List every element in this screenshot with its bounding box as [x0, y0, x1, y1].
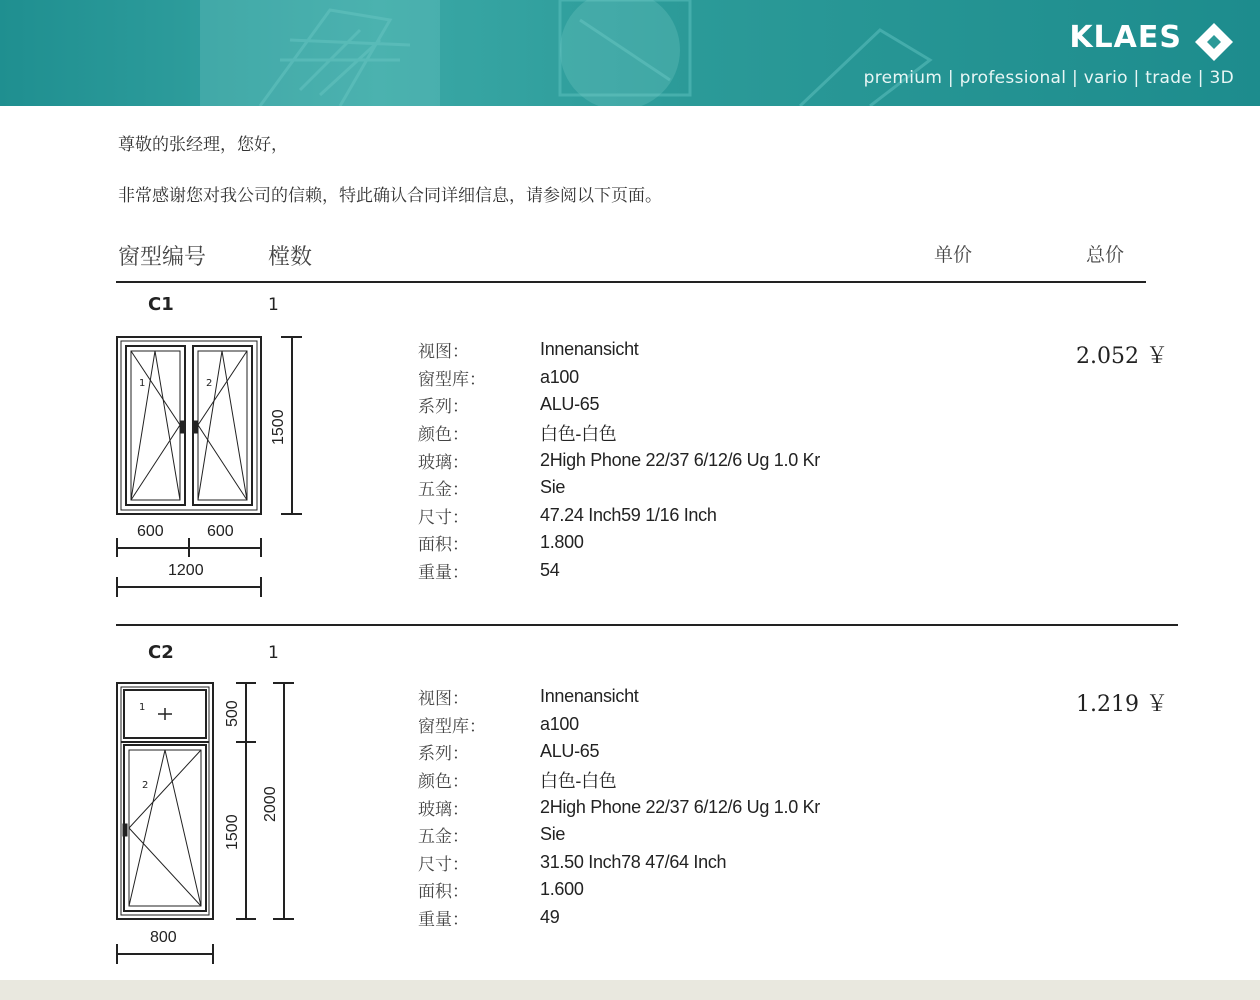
spec-label: 尺寸：	[418, 854, 469, 875]
spec-row	[418, 711, 820, 739]
intro-text: 非常感谢您对我公司的信赖，特此确认合同详细信息，请参阅以下页面。	[118, 186, 662, 206]
brand-logo-text: KLAES	[1069, 20, 1182, 55]
spec-value: ALU-65	[540, 394, 600, 415]
spec-value: 1.800	[540, 532, 584, 553]
dimension-label: 800	[150, 929, 177, 946]
dimension-label: 1500	[224, 814, 241, 850]
window-qty: 1	[268, 643, 279, 663]
spec-label: 面积：	[418, 535, 469, 556]
spec-row	[418, 683, 820, 711]
window-code: C1	[148, 294, 174, 315]
spec-value: 31.50 Inch78 47/64 Inch	[540, 851, 727, 872]
spec-value: 2High Phone 22/37 6/12/6 Ug 1.0 Kr	[540, 449, 821, 470]
diamond-logo-icon	[1194, 22, 1234, 62]
greeting-text: 尊敬的张经理，您好，	[118, 135, 288, 155]
spec-label: 颜色：	[418, 425, 469, 446]
price-total: 2.052 ￥	[1076, 344, 1168, 369]
spec-value: Sie	[540, 824, 566, 845]
spec-label: 颜色：	[418, 772, 469, 793]
spec-label: 面积：	[418, 882, 469, 903]
sash-label: 1	[139, 702, 146, 713]
spec-label: 系列：	[418, 744, 469, 765]
spec-row	[418, 766, 820, 794]
column-header-code: 窗型编号	[118, 245, 207, 270]
dimension-label: 2000	[262, 786, 279, 822]
spec-label: 窗型库：	[418, 716, 486, 737]
spec-label: 玻璃：	[418, 799, 469, 820]
spec-row	[418, 738, 820, 766]
spec-label: 玻璃：	[418, 452, 469, 473]
spec-value: 2High Phone 22/37 6/12/6 Ug 1.0 Kr	[540, 796, 821, 817]
sash-label: 2	[206, 378, 213, 389]
spec-label: 重量：	[418, 910, 469, 931]
spec-value: 白色-白色	[540, 423, 617, 444]
spec-label: 视图：	[418, 689, 469, 710]
spec-row	[418, 904, 820, 932]
spec-value: 47.24 Inch59 1/16 Inch	[540, 504, 717, 525]
spec-value: ALU-65	[540, 741, 600, 762]
spec-value: Sie	[540, 477, 566, 498]
dimension-label: 600	[207, 523, 234, 540]
spec-value: Innenansicht	[540, 686, 639, 707]
spec-row	[418, 557, 820, 585]
spec-label: 系列：	[418, 397, 469, 418]
column-header-total: 总价	[1086, 244, 1125, 266]
spec-row	[418, 391, 820, 419]
spec-row	[418, 502, 820, 530]
spec-label: 尺寸：	[418, 507, 469, 528]
spec-value: Innenansicht	[540, 339, 639, 360]
spec-label: 窗型库：	[418, 369, 486, 390]
brand-tagline: premium | professional | vario | trade | 3D	[863, 68, 1234, 88]
spec-row	[418, 446, 820, 474]
spec-row	[418, 876, 820, 904]
dimension-label: 600	[137, 523, 164, 540]
dimension-label: 1200	[168, 562, 204, 579]
spec-row	[418, 474, 820, 502]
sash-label: 2	[142, 780, 149, 791]
window-code: C2	[148, 642, 174, 663]
spec-label: 视图：	[418, 342, 469, 363]
price-total: 1.219 ￥	[1076, 692, 1168, 717]
spec-label: 重量：	[418, 563, 469, 584]
column-header-unit-price: 单价	[934, 244, 973, 266]
spec-value: 白色-白色	[540, 770, 617, 791]
spec-value: 49	[540, 907, 560, 928]
sash-label: 1	[139, 378, 146, 389]
footer-bar	[0, 980, 1260, 1000]
spec-row	[418, 419, 820, 447]
spec-row	[418, 793, 820, 821]
dimension-label: 500	[224, 700, 241, 727]
spec-label: 五金：	[418, 480, 469, 501]
spec-row	[418, 849, 820, 877]
dimension-label: 1500	[270, 409, 287, 445]
spec-value: 54	[540, 560, 560, 581]
window-qty: 1	[268, 295, 279, 315]
spec-value: a100	[540, 713, 579, 734]
spec-row	[418, 821, 820, 849]
spec-row	[418, 364, 820, 392]
spec-value: a100	[540, 366, 579, 387]
spec-value: 1.600	[540, 879, 584, 900]
spec-list	[418, 683, 820, 931]
column-header-qty: 樘数	[268, 245, 313, 270]
window-drawing-c2	[0, 0, 320, 980]
spec-row	[418, 336, 820, 364]
spec-row	[418, 529, 820, 557]
spec-label: 五金：	[418, 827, 469, 848]
spec-list	[418, 336, 820, 584]
